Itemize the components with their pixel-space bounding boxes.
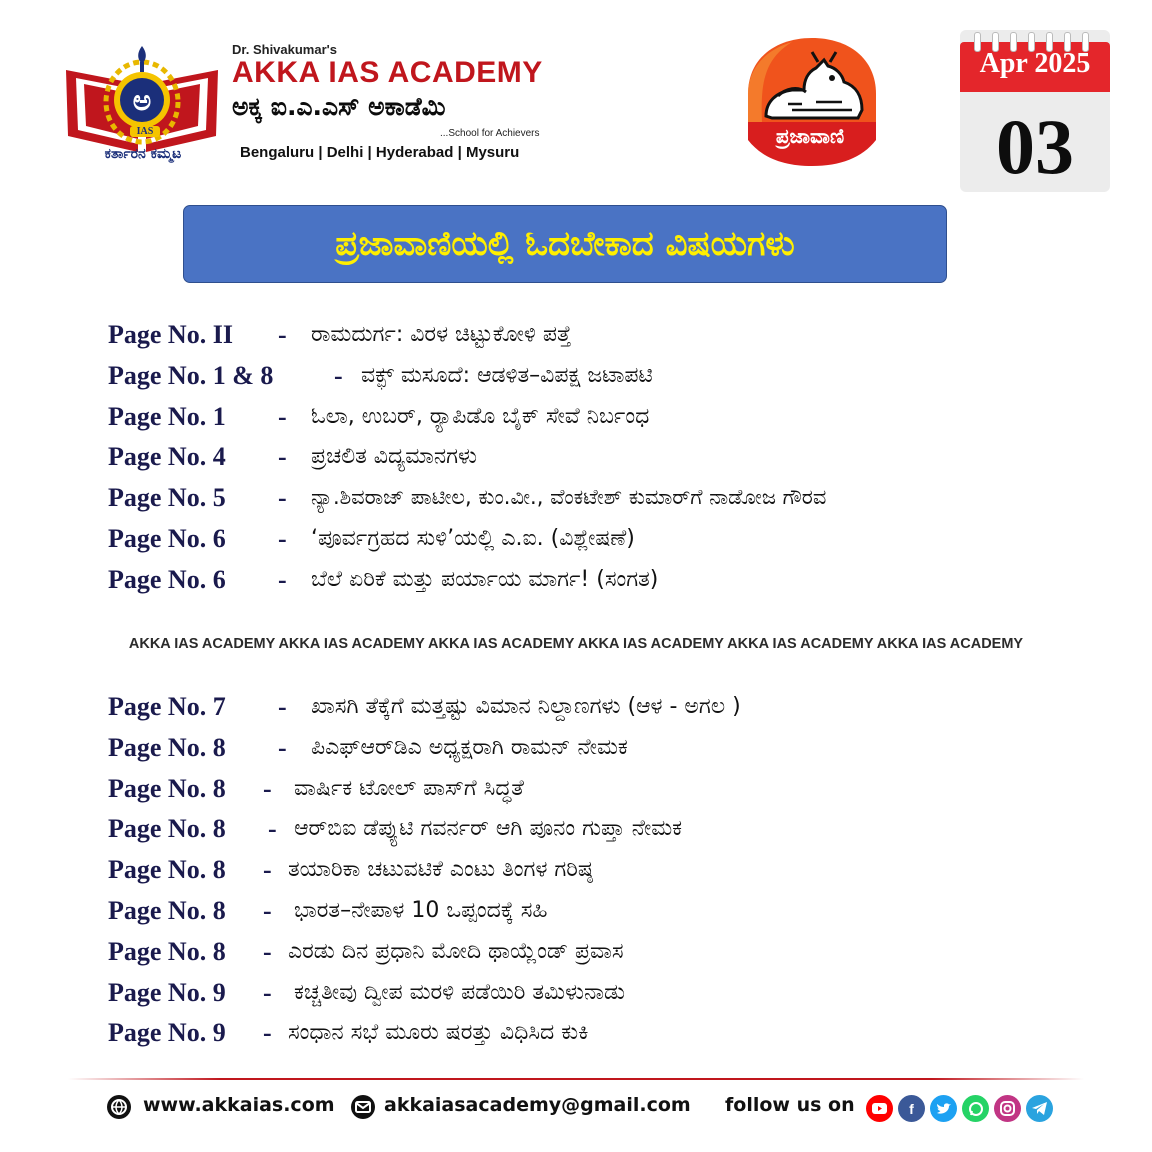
separator: - — [334, 360, 343, 390]
academy-name-kannada: ಅಕ್ಕ ಐ.ಎ.ಎಸ್ ಅಕಾಡೆಮಿ — [232, 92, 446, 121]
whatsapp-icon[interactable] — [962, 1095, 989, 1122]
list-item — [108, 438, 1138, 479]
page-number: Page No. 6 — [108, 523, 226, 553]
topic-title: ಭಾರತ–ನೇಪಾಳ 10 ಒಪ್ಪಂದಕ್ಕೆ ಸಹಿ — [294, 897, 548, 923]
list-item — [108, 892, 1138, 933]
topic-title: ‘ಪೂರ್ವಗ್ರಹದ ಸುಳಿ’ಯಲ್ಲಿ ಎ.ಐ. (ವಿಶ್ಲೇಷಣೆ) — [311, 525, 635, 551]
page-number: Page No. 8 — [108, 814, 226, 844]
academy-tagline: ...School for Achievers — [440, 128, 540, 139]
list-item — [108, 974, 1138, 1015]
follow-label: follow us on — [725, 1094, 855, 1116]
footer-divider — [68, 1078, 1084, 1080]
separator: - — [278, 692, 287, 721]
list-item — [108, 851, 1138, 892]
separator: - — [278, 401, 287, 431]
academy-name: AKKA IAS ACADEMY — [232, 56, 543, 89]
topic-title: ಪ್ರಚಲಿತ ವಿದ್ಯಮಾನಗಳು — [311, 444, 477, 470]
page-number: Page No. 8 — [108, 895, 226, 925]
topic-title: ಎರಡು ದಿನ ಪ್ರಧಾನಿ ಮೋದಿ ಥಾಯ್ಲೆಂಡ್ ಪ್ರವಾಸ — [288, 938, 624, 964]
page-number: Page No. 9 — [108, 977, 226, 1007]
page-number: Page No. 1 — [108, 401, 226, 431]
nandi-bull-icon — [732, 30, 892, 170]
topic-title: ವಾರ್ಷಿಕ ಟೋಲ್ ಪಾಸ್‌ಗೆ ಸಿದ್ಧತೆ — [294, 775, 524, 801]
separator: - — [278, 320, 287, 349]
list-item — [108, 520, 1138, 561]
title-banner — [183, 205, 947, 283]
topic-title: ಕಚ್ಚತೀವು ದ್ವೀಪ ಮರಳಿ ಪಡೆಯಿರಿ ತಮಿಳುನಾಡು — [294, 979, 626, 1005]
separator: - — [263, 1018, 272, 1048]
separator: - — [278, 442, 287, 472]
website-link[interactable]: www.akkaias.com — [143, 1094, 335, 1116]
list-item — [108, 770, 1138, 811]
separator: - — [263, 936, 272, 966]
list-item — [108, 316, 1138, 357]
page-number: Page No. 8 — [108, 936, 226, 966]
topic-title: ಓಲಾ, ಉಬರ್, ರ್‍ಯಾಪಿಡೊ ಬೈಕ್ ಸೇವೆ ನಿರ್ಬಂಧ — [311, 403, 650, 429]
topic-title: ಸಂಧಾನ ಸಭೆ ಮೂರು ಷರತ್ತು ವಿಧಿಸಿದ ಕುಕಿ — [288, 1020, 589, 1046]
page-number: Page No. 7 — [108, 692, 226, 721]
topic-title: ತಯಾರಿಕಾ ಚಟುವಟಿಕೆ ಎಂಟು ತಿಂಗಳ ಗರಿಷ್ಠ — [288, 857, 593, 883]
page-number: Page No. 8 — [108, 773, 226, 803]
separator: - — [278, 732, 287, 762]
separator: - — [263, 977, 272, 1007]
page-number: Page No. 6 — [108, 564, 226, 594]
list-item — [108, 688, 1138, 729]
separator: - — [263, 773, 272, 803]
date-calendar — [960, 30, 1110, 192]
list-item — [108, 398, 1138, 439]
calendar-day: 03 — [996, 103, 1074, 190]
mail-icon — [350, 1094, 376, 1120]
list-item — [108, 357, 1138, 398]
ias-badge: IAS — [130, 126, 160, 137]
reading-list-1 — [108, 316, 1138, 602]
list-item — [108, 561, 1138, 602]
topic-title: ನ್ಯಾ.ಶಿವರಾಜ್ ಪಾಟೀಲ, ಕುಂ.ವೀ., ವೆಂಕಟೇಶ್ ಕುಮಾರ್‌ಗೆ ನಾಡೋಜ ಗೌರವ — [311, 485, 827, 510]
separator: - — [268, 814, 277, 844]
svg-text:ಅ: ಅ — [132, 84, 152, 117]
youtube-icon[interactable] — [866, 1095, 893, 1122]
reading-list-2 — [108, 688, 1138, 1055]
founder-name: Dr. Shivakumar's — [232, 42, 337, 57]
list-item — [108, 810, 1138, 851]
topic-title: ವಕ್ಫ್ ಮಸೂದೆ: ಆಡಳಿತ–ವಿಪಕ್ಷ ಜಟಾಪಟಿ — [361, 362, 653, 388]
topic-title: ಖಾಸಗಿ ತೆಕ್ಕೆಗೆ ಮತ್ತಷ್ಟು ವಿಮಾನ ನಿಲ್ದಾಣಗಳು (ಆಳ - ಅಗಲ ) — [311, 694, 741, 719]
newspaper-name: ಪ್ರಜಾವಾಣಿ — [775, 124, 845, 148]
telegram-icon[interactable] — [1026, 1095, 1053, 1122]
email-link[interactable]: akkaiasacademy@gmail.com — [384, 1094, 691, 1116]
page-number: Page No. 5 — [108, 483, 226, 513]
topic-title: ಆರ್‌ಬಿಐ ಡೆಪ್ಯುಟಿ ಗವರ್ನರ್ ಆಗಿ ಪೂನಂ ಗುಪ್ತಾ ನೇಮಕ — [294, 816, 683, 842]
list-item — [108, 729, 1138, 770]
calendar-month: Apr 2025 — [979, 48, 1091, 79]
newspaper-logo — [732, 30, 892, 170]
page-number: Page No. 8 — [108, 855, 226, 885]
page-number: Page No. 9 — [108, 1018, 226, 1048]
separator: - — [278, 523, 287, 553]
topic-title: ಬೆಲೆ ಏರಿಕೆ ಮತ್ತು ಪರ್ಯಾಯ ಮಾರ್ಗ! (ಸಂಗತ) — [311, 566, 659, 592]
separator: - — [278, 564, 287, 594]
list-item — [108, 933, 1138, 974]
globe-icon — [106, 1094, 132, 1120]
page-number: Page No. II — [108, 320, 233, 349]
list-item — [108, 479, 1138, 520]
page-title: ಪ್ರಜಾವಾಣಿಯಲ್ಲಿ ಓದಬೇಕಾದ ವಿಷಯಗಳು — [335, 224, 795, 264]
page-number: Page No. 4 — [108, 442, 226, 472]
separator: - — [263, 855, 272, 885]
page-number: Page No. 8 — [108, 732, 226, 762]
instagram-icon[interactable] — [994, 1095, 1021, 1122]
academy-watermark-line: AKKA IAS ACADEMY AKKA IAS ACADEMY AKKA IAS ACADEMY AKKA IAS ACADEMY AKKA IAS ACADEMY AKKA IAS ACADEMY — [128, 636, 1024, 652]
logo-caption: ಕರ್ತಾರನ ಕಮ್ಮಟ — [104, 146, 182, 162]
facebook-icon[interactable]: f — [898, 1095, 925, 1122]
twitter-icon[interactable] — [930, 1095, 957, 1122]
page-number: Page No. 1 & 8 — [108, 360, 274, 390]
topic-title: ರಾಮದುರ್ಗ: ವಿರಳ ಚಿಟ್ಟುಕೋಳಿ ಪತ್ತೆ — [311, 322, 572, 347]
separator: - — [278, 483, 287, 513]
topic-title: ಪಿಎಫ್‌ಆರ್‌ಡಿಎ ಅಧ್ಯಕ್ಷರಾಗಿ ರಾಮನ್ ನೇಮಕ — [311, 734, 628, 760]
academy-cities: Bengaluru | Delhi | Hyderabad | Mysuru — [240, 144, 520, 161]
separator: - — [263, 895, 272, 925]
list-item — [108, 1014, 1138, 1055]
